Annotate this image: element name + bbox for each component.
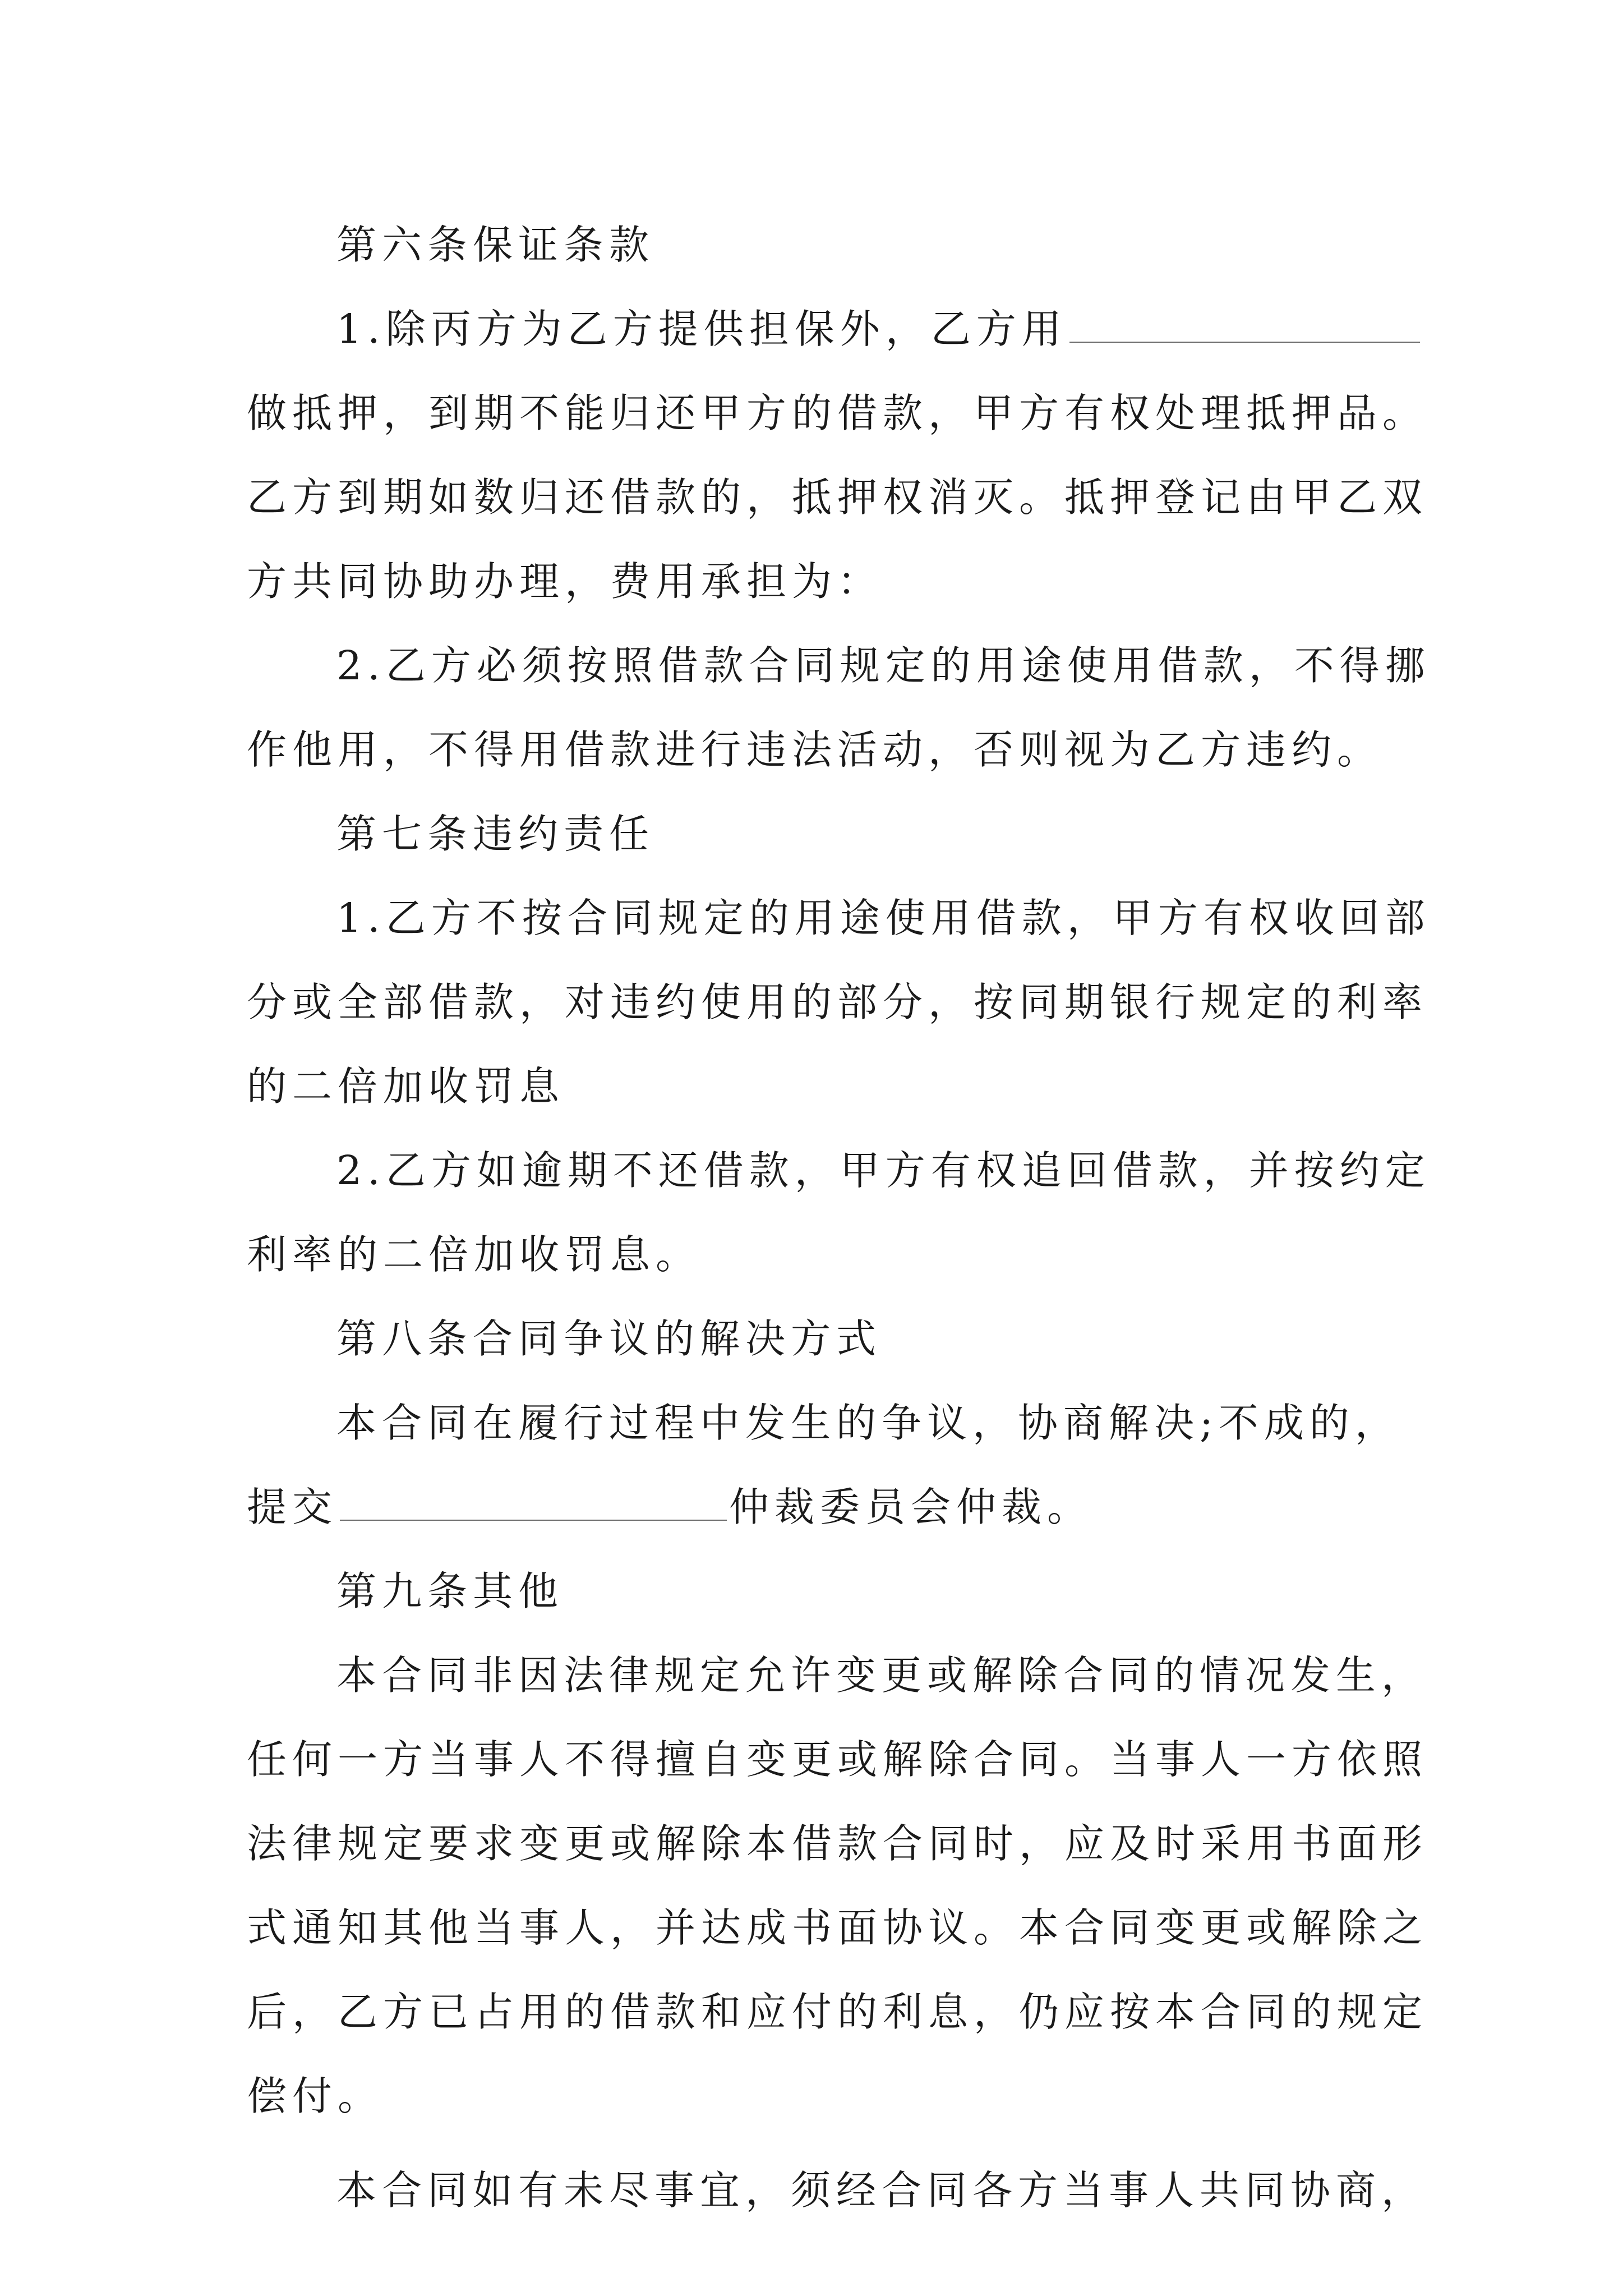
paragraph-line: 乙方到期如数归还借款的，抵押权消灭。抵押登记由甲乙双 (247, 474, 1428, 521)
paragraph-line: 本合同如有未尽事宜，须经合同各方当事人共同协商， (336, 2167, 1427, 2214)
paragraph-line: 式通知其他当事人，并达成书面协议。本合同变更或解除之 (247, 1904, 1428, 1951)
section-heading-6: 第六条保证条款 (336, 222, 655, 268)
paragraph-line: 本合同在履行过程中发生的争议，协商解决;不成的， (336, 1400, 1400, 1446)
paragraph-line: 2.乙方如逾期不还借款，甲方有权追回借款，并按约定 (336, 1147, 1431, 1194)
paragraph-line: 任何一方当事人不得擅自变更或解除合同。当事人一方依照 (247, 1736, 1428, 1783)
section-heading-8: 第八条合同争议的解决方式 (336, 1315, 882, 1362)
paragraph-line: 后，乙方已占用的借款和应付的利息，仍应按本合同的规定 (247, 1989, 1428, 2035)
fill-in-blank (1069, 302, 1420, 343)
paragraph-text: 提交 (247, 1484, 338, 1530)
paragraph-line: 1.乙方不按合同规定的用途使用借款，甲方有权收回部 (336, 895, 1431, 941)
section-heading-9: 第九条其他 (336, 1568, 564, 1614)
paragraph-line: 法律规定要求变更或解除本借款合同时，应及时采用书面形 (247, 1820, 1428, 1867)
paragraph-line: 利率的二倍加收罚息。 (247, 1231, 702, 1278)
paragraph-line: 的二倍加收罚息 (247, 1063, 565, 1110)
fill-in-blank (340, 1480, 727, 1521)
paragraph-text: 仲裁委员会仲裁。 (729, 1484, 1093, 1530)
paragraph-line (247, 1465, 1092, 1549)
paragraph-line: 做抵押，到期不能归还甲方的借款，甲方有权处理抵押品。 (247, 390, 1428, 436)
paragraph-text: 1.除丙方为乙方提供担保外，乙方用 (336, 306, 1067, 352)
paragraph-line (336, 287, 1422, 371)
paragraph-line: 2.乙方必须按照借款合同规定的用途使用借款，不得挪 (336, 642, 1431, 689)
section-heading-7: 第七条违约责任 (336, 811, 655, 857)
paragraph-line: 作他用，不得用借款进行违法活动，否则视为乙方违约。 (247, 726, 1383, 773)
paragraph-line: 本合同非因法律规定允许变更或解除合同的情况发生， (336, 1652, 1427, 1699)
paragraph-line: 偿付。 (247, 2073, 384, 2119)
paragraph-line: 方共同协助办理，费用承担为： (247, 558, 883, 605)
paragraph-line: 分或全部借款，对违约使用的部分，按同期银行规定的利率 (247, 979, 1428, 1025)
